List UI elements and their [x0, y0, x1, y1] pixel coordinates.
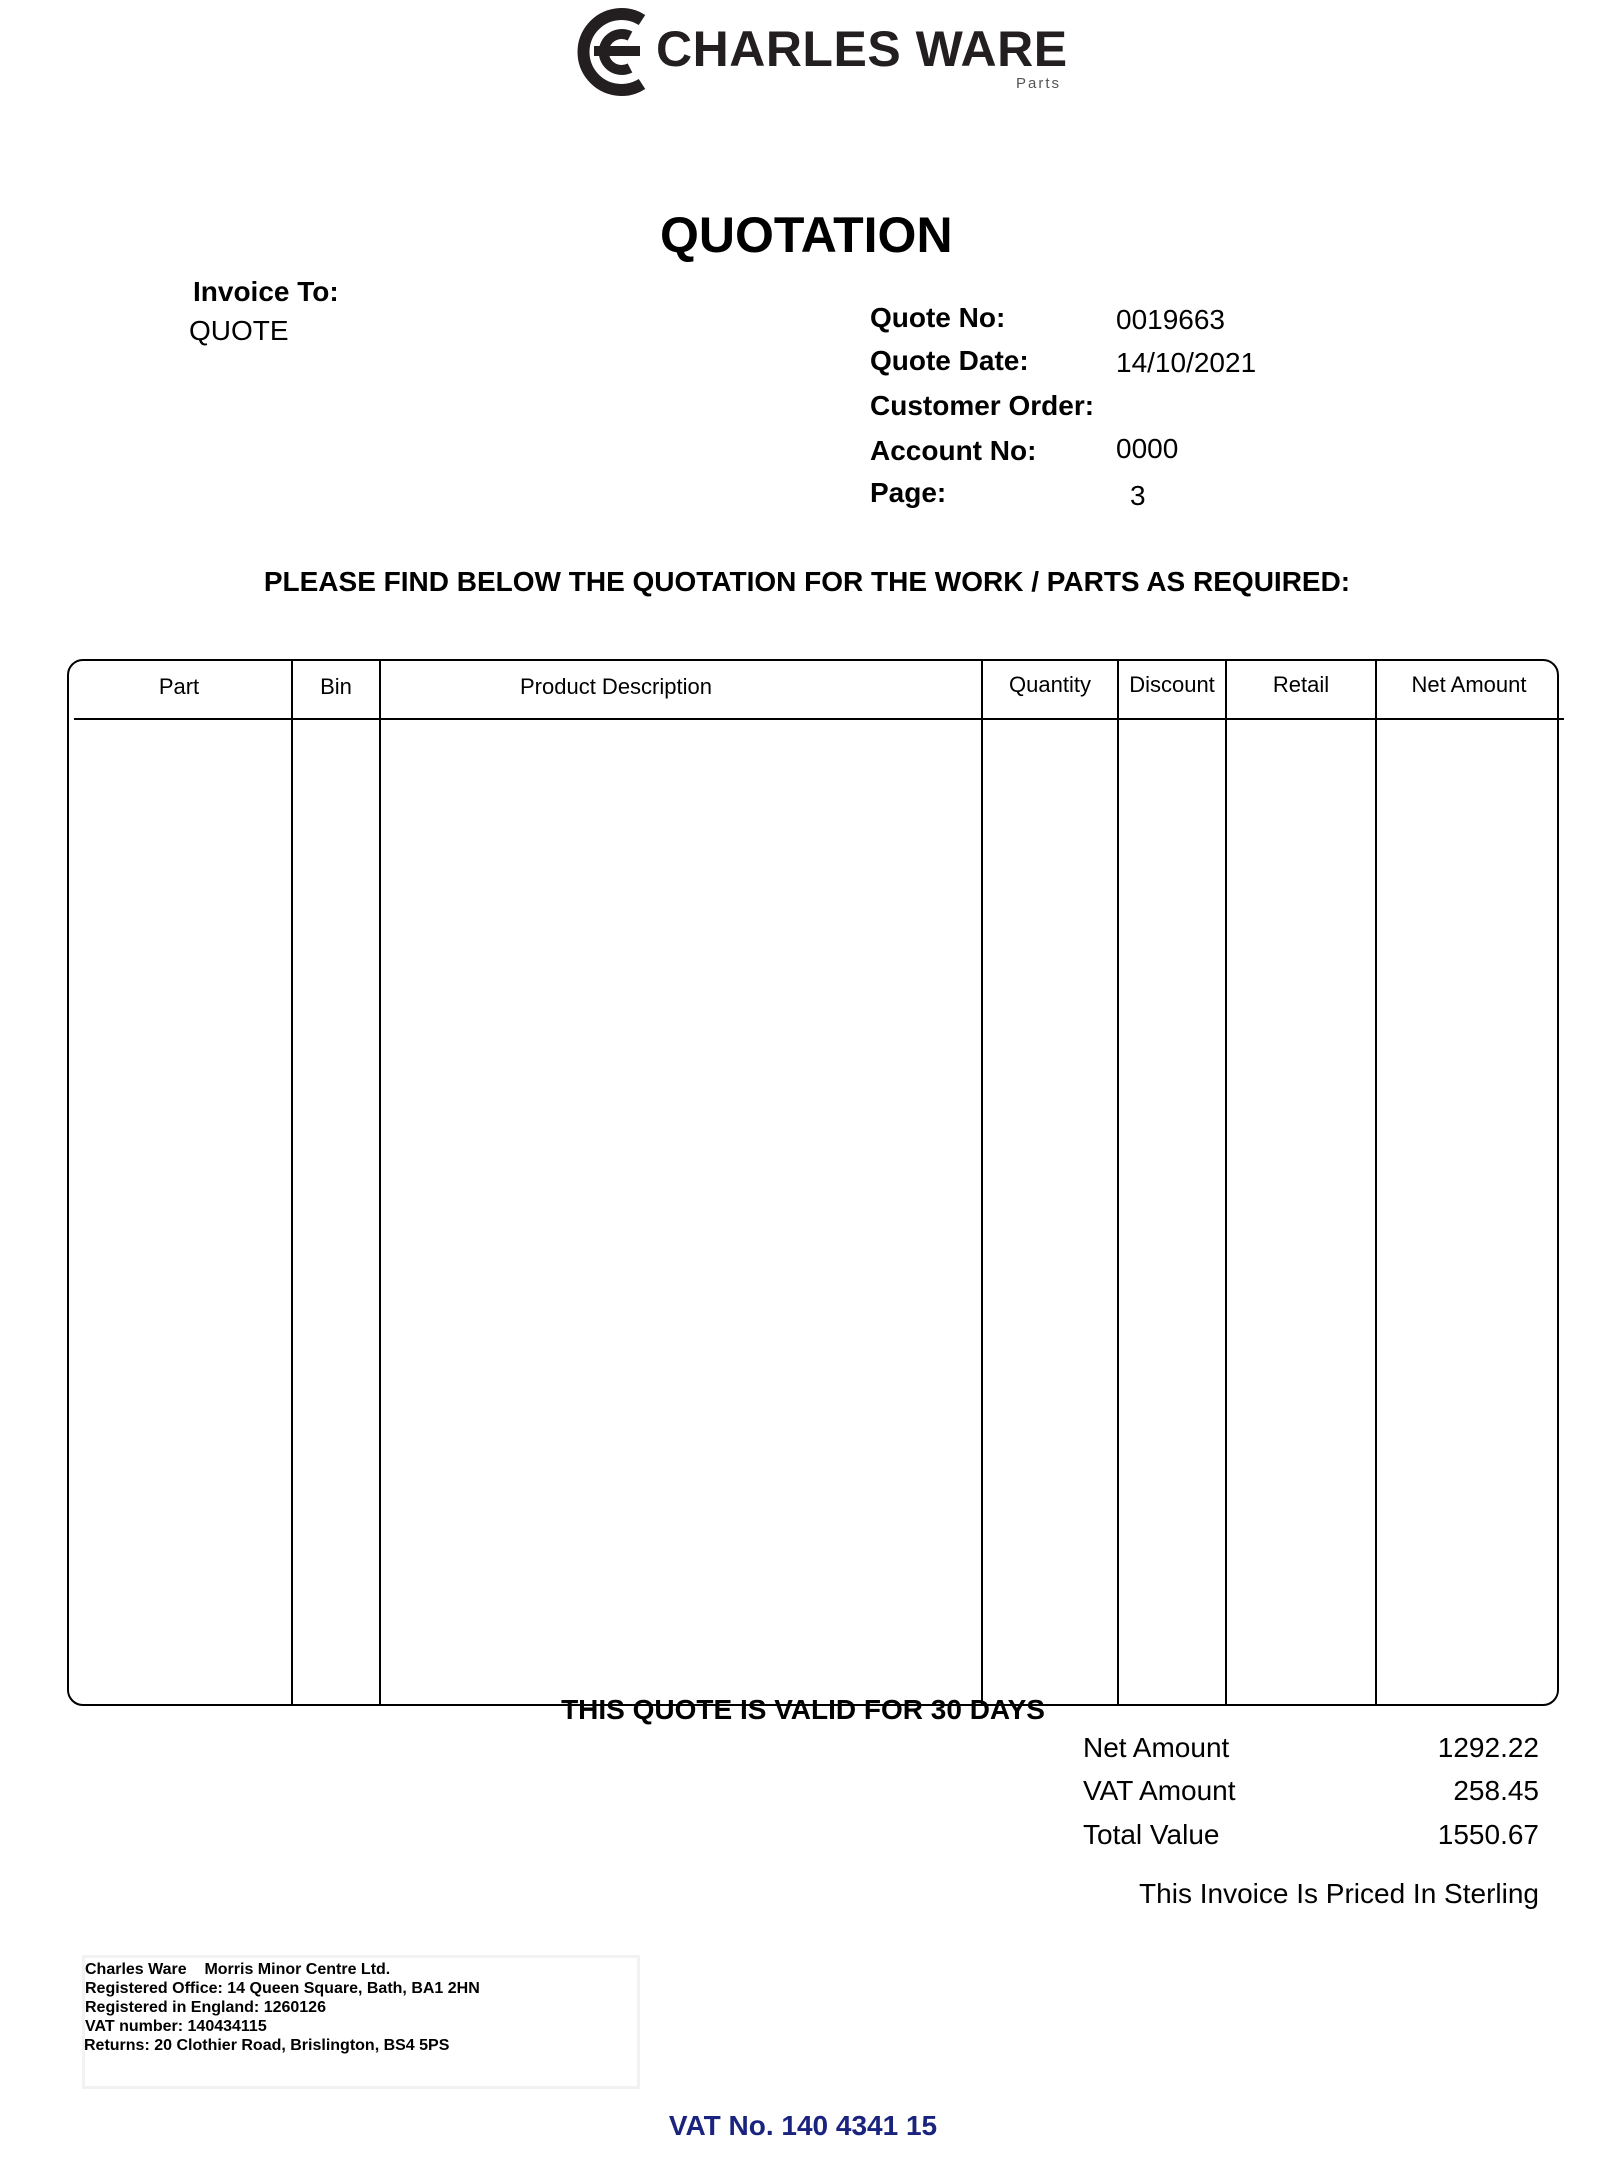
column-divider — [1375, 659, 1377, 1706]
column-header-bin: Bin — [320, 674, 352, 699]
customer-order-label: Customer Order: — [870, 390, 1095, 421]
quote-date-label: Quote Date: — [870, 345, 1029, 376]
charles-ware-c-logo-icon — [576, 6, 654, 98]
column-header-quantity: Quantity — [1009, 672, 1091, 697]
footer-company-line: Charles Ware Morris Minor Centre Ltd. — [85, 1961, 391, 1978]
account-no-label: Account No: — [870, 435, 1037, 466]
column-header-part: Part — [158, 674, 200, 699]
page-value: 3 — [1130, 480, 1146, 511]
column-divider — [981, 659, 983, 1706]
footer-returns-address: Returns: 20 Clothier Road, Brislington, BS4 5PS — [84, 2037, 450, 2054]
quote-no-value: 0019663 — [1116, 304, 1226, 335]
vat-amount-label: VAT Amount — [1083, 1775, 1236, 1806]
account-no-value: 0000 — [1116, 433, 1179, 464]
column-header-retail: Retail — [1272, 672, 1330, 697]
total-value-label: Total Value — [1083, 1819, 1220, 1850]
column-header-net-amount: Net Amount — [1411, 672, 1527, 697]
quotation-intro-text: PLEASE FIND BELOW THE QUOTATION FOR THE WORK / PARTS AS REQUIRED: — [263, 566, 1351, 597]
net-amount-label: Net Amount — [1083, 1732, 1230, 1763]
quote-date-value: 14/10/2021 — [1116, 347, 1257, 378]
net-amount-value: 1292.22 — [1437, 1732, 1539, 1763]
document-title: QUOTATION — [660, 207, 953, 263]
currency-note: This Invoice Is Priced In Sterling — [1139, 1878, 1539, 1909]
quote-validity-notice: THIS QUOTE IS VALID FOR 30 DAYS — [561, 1694, 1045, 1725]
column-divider — [1225, 659, 1227, 1706]
vat-amount-value: 258.45 — [1453, 1775, 1539, 1806]
page-label: Page: — [870, 477, 947, 508]
company-logo — [576, 6, 1076, 98]
logo-subtitle: Parts — [1016, 75, 1062, 92]
column-divider — [379, 659, 381, 1706]
vat-number-banner: VAT No. 140 4341 15 — [668, 2110, 938, 2141]
footer-registration-number: Registered in England: 1260126 — [85, 1999, 326, 2016]
column-header-product-description: Product Description — [520, 674, 712, 699]
footer-registered-office: Registered Office: 14 Queen Square, Bath, BA1 2HN — [85, 1980, 480, 1997]
company-details-box — [82, 1955, 640, 2089]
invoice-to-value: QUOTE — [189, 315, 289, 346]
column-header-discount: Discount — [1129, 672, 1215, 697]
column-divider — [1117, 659, 1119, 1706]
table-header-divider — [74, 718, 1564, 720]
invoice-to-label: Invoice To: — [193, 276, 339, 307]
total-value-value: 1550.67 — [1437, 1819, 1539, 1850]
logo-brand-name: CHARLES WARE — [656, 21, 1068, 77]
footer-vat-number: VAT number: 140434115 — [85, 2018, 267, 2035]
column-divider — [291, 659, 293, 1706]
quote-no-label: Quote No: — [870, 302, 1006, 333]
